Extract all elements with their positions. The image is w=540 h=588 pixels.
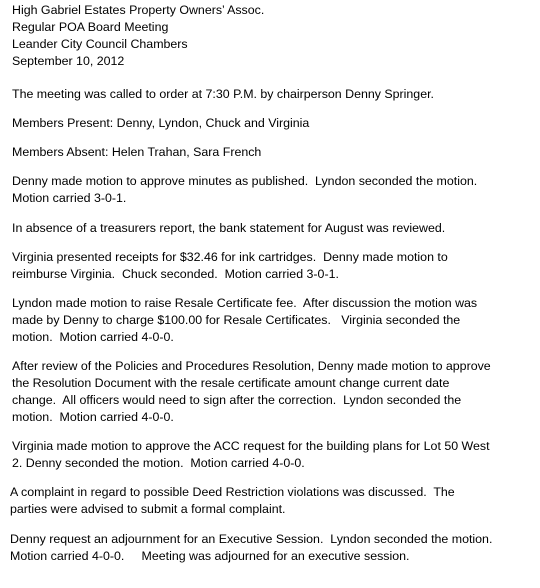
adjournment-line: Motion carried 4-0-0. Meeting was adjourned for an executive session. bbox=[10, 549, 410, 563]
call-to-order: The meeting was called to order at 7:30 P.M. by chairperson Denny Springer. bbox=[12, 87, 434, 101]
acc-request-line: Virginia made motion to approve the ACC request for the building plans for Lot 50 West bbox=[12, 439, 490, 453]
motion-minutes-line: Denny made motion to approve minutes as published. Lyndon seconded the motion. bbox=[12, 174, 478, 188]
motion-minutes-line: Motion carried 3-0-1. bbox=[12, 191, 127, 205]
resolution-line: motion. Motion carried 4-0-0. bbox=[12, 410, 174, 424]
members-present: Members Present: Denny, Lyndon, Chuck and Virginia bbox=[12, 116, 310, 130]
adjournment-line: Denny request an adjournment for an Executive Session. Lyndon seconded the motion. bbox=[10, 532, 493, 546]
resolution-line: the Resolution Document with the resale certificate amount change current date bbox=[12, 376, 450, 390]
meeting-location: Leander City Council Chambers bbox=[12, 37, 188, 51]
complaint-line: parties were advised to submit a formal complaint. bbox=[10, 502, 286, 516]
receipts-line: Virginia presented receipts for $32.46 for ink cartridges. Denny made motion to bbox=[12, 250, 448, 264]
resale-fee-line: made by Denny to charge $100.00 for Resale Certificates. Virginia seconded the bbox=[12, 313, 461, 327]
resale-fee-line: motion. Motion carried 4-0-0. bbox=[12, 330, 174, 344]
resale-fee-line: Lyndon made motion to raise Resale Certificate fee. After discussion the motion was bbox=[12, 296, 478, 310]
resolution-line: change. All officers would need to sign after the correction. Lyndon seconded the bbox=[12, 393, 462, 407]
receipts-line: reimburse Virginia. Chuck seconded. Motion carried 3-0-1. bbox=[12, 267, 339, 281]
treasurer-report: In absence of a treasurers report, the bank statement for August was reviewed. bbox=[12, 221, 446, 235]
meeting-type: Regular POA Board Meeting bbox=[12, 20, 169, 34]
complaint-line: A complaint in regard to possible Deed Restriction violations was discussed. The bbox=[10, 485, 455, 499]
members-absent: Members Absent: Helen Trahan, Sara French bbox=[12, 145, 262, 159]
acc-request-line: 2. Denny seconded the motion. Motion carried 4-0-0. bbox=[12, 456, 305, 470]
organization-name: High Gabriel Estates Property Owners’ Assoc. bbox=[12, 3, 265, 17]
resolution-line: After review of the Policies and Procedures Resolution, Denny made motion to approve bbox=[12, 359, 491, 373]
meeting-date: September 10, 2012 bbox=[12, 54, 125, 68]
